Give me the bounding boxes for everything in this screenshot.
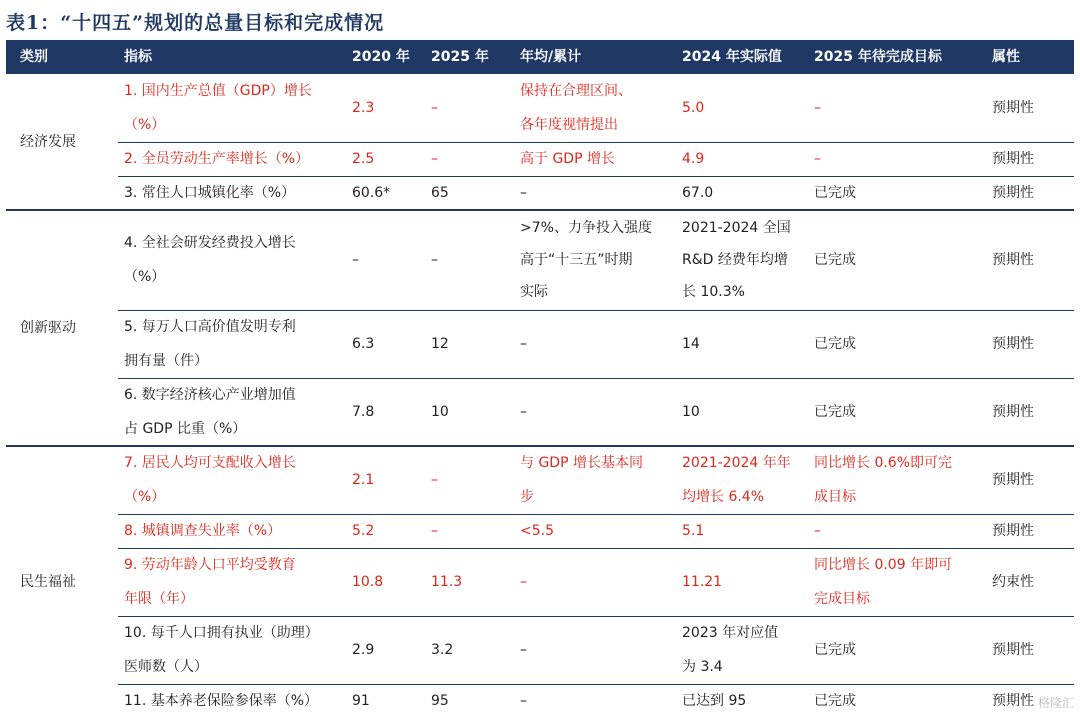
- attribute-cell: 预期性: [992, 151, 1034, 167]
- table-row: [6, 176, 1074, 210]
- attribute-cell: 预期性: [992, 693, 1034, 709]
- attribute-cell: 预期性: [992, 404, 1034, 420]
- indicator-cell: 6. 数字经济核心产业增加值 占 GDP 比重（%）: [124, 387, 296, 437]
- target-2025-cell: 同比增长 0.6%即可完 成目标: [814, 455, 953, 505]
- header-category: 类别: [20, 49, 48, 65]
- indicator-cell: 9. 劳动年龄人口平均受教育 年限（年）: [124, 557, 296, 607]
- table-row: [6, 548, 1074, 616]
- value-2025-cell: –: [431, 252, 438, 268]
- target-2025-cell: 同比增长 0.09 年即可 完成目标: [814, 557, 953, 607]
- table-row: [6, 210, 1074, 310]
- average-cell: <5.5: [520, 523, 554, 539]
- table-row: [6, 142, 1074, 176]
- value-2025-cell: 95: [431, 693, 449, 709]
- target-2025-cell: –: [814, 151, 821, 167]
- actual-2024-cell: 10: [682, 404, 700, 420]
- actual-2024-cell: 5.1: [682, 523, 705, 539]
- target-2025-cell: –: [814, 100, 821, 116]
- average-cell: –: [520, 404, 527, 420]
- table-body: [6, 74, 1074, 717]
- attribute-cell: 预期性: [992, 472, 1034, 488]
- actual-2024-cell: 5.0: [682, 100, 705, 116]
- target-2025-cell: 已完成: [814, 252, 856, 268]
- actual-2024-cell: 11.21: [682, 574, 723, 590]
- value-2020-cell: 7.8: [352, 404, 375, 420]
- indicator-cell: 7. 居民人均可支配收入增长 （%）: [124, 455, 296, 505]
- average-cell: –: [520, 185, 527, 201]
- attribute-cell: 预期性: [992, 252, 1034, 268]
- average-cell: 保持在合理区间、 各年度视情提出: [520, 83, 632, 133]
- value-2025-cell: 10: [431, 404, 449, 420]
- attribute-cell: 预期性: [992, 185, 1034, 201]
- watermark: 格隆汇: [1037, 696, 1074, 710]
- table-row: [6, 74, 1074, 142]
- actual-2024-cell: 4.9: [682, 151, 705, 167]
- header-actual-2024: 2024 年实际值: [682, 49, 782, 65]
- target-2025-cell: 已完成: [814, 336, 856, 352]
- indicator-cell: 5. 每万人口高价值发明专利 拥有量（件）: [124, 319, 296, 369]
- value-2020-cell: 2.1: [352, 472, 375, 488]
- header-2020: 2020 年: [352, 49, 410, 65]
- attribute-cell: 预期性: [992, 100, 1034, 116]
- attribute-cell: 预期性: [992, 642, 1034, 658]
- header-target-2025: 2025 年待完成目标: [814, 49, 942, 65]
- table-row: [6, 446, 1074, 514]
- indicator-cell: 10. 每千人口拥有执业（助理） 医师数（人）: [124, 625, 319, 675]
- value-2020-cell: 2.9: [352, 642, 375, 658]
- target-2025-cell: 已完成: [814, 404, 856, 420]
- target-2025-cell: –: [814, 523, 821, 539]
- value-2020-cell: 5.2: [352, 523, 375, 539]
- indicator-cell: 3. 常住人口城镇化率（%）: [124, 185, 296, 201]
- value-2025-cell: 11.3: [431, 574, 463, 590]
- value-2020-cell: 6.3: [352, 336, 375, 352]
- indicator-cell: 1. 国内生产总值（GDP）增长 （%）: [124, 83, 312, 133]
- target-2025-cell: 已完成: [814, 693, 856, 709]
- table-row: [6, 310, 1074, 378]
- average-cell: –: [520, 642, 527, 658]
- value-2025-cell: 3.2: [431, 642, 454, 658]
- average-cell: 高于 GDP 增长: [520, 151, 615, 167]
- category-label: 创新驱动: [20, 320, 76, 336]
- value-2020-cell: 91: [352, 693, 370, 709]
- actual-2024-cell: 已达到 95: [682, 693, 747, 709]
- indicator-cell: 4. 全社会研发经费投入增长 （%）: [124, 235, 296, 285]
- average-cell: –: [520, 574, 527, 590]
- table-header: [6, 40, 1074, 74]
- average-cell: –: [520, 336, 527, 352]
- target-2025-cell: 已完成: [814, 642, 856, 658]
- value-2025-cell: –: [431, 100, 438, 116]
- actual-2024-cell: 67.0: [682, 185, 714, 201]
- target-2025-cell: 已完成: [814, 185, 856, 201]
- value-2025-cell: 65: [431, 185, 449, 201]
- value-2020-cell: 2.5: [352, 151, 375, 167]
- average-cell: –: [520, 693, 527, 709]
- table-row: [6, 514, 1074, 548]
- actual-2024-cell: 14: [682, 336, 700, 352]
- value-2020-cell: 2.3: [352, 100, 375, 116]
- category-label: 经济发展: [20, 134, 76, 150]
- value-2020-cell: –: [352, 252, 359, 268]
- table-title: 表1：“十四五”规划的总量目标和完成情况: [6, 12, 385, 34]
- category-label: 民生福祉: [20, 574, 76, 590]
- header-attribute: 属性: [992, 49, 1020, 65]
- attribute-cell: 预期性: [992, 523, 1034, 539]
- indicator-cell: 8. 城镇调查失业率（%）: [124, 523, 282, 539]
- average-cell: 与 GDP 增长基本同 步: [520, 455, 643, 505]
- value-2025-cell: –: [431, 523, 438, 539]
- actual-2024-cell: 2023 年对应值 为 3.4: [682, 625, 779, 675]
- actual-2024-cell: 2021-2024 全国 R&D 经费年均增 长 10.3%: [682, 220, 791, 300]
- value-2020-cell: 10.8: [352, 574, 384, 590]
- actual-2024-cell: 2021-2024 年年 均增长 6.4%: [682, 455, 791, 505]
- table-row: [6, 684, 1074, 718]
- indicator-cell: 2. 全员劳动生产率增长（%）: [124, 151, 310, 167]
- indicator-cell: 11. 基本养老保险参保率（%）: [124, 693, 319, 709]
- value-2025-cell: –: [431, 472, 438, 488]
- header-2025: 2025 年: [431, 49, 489, 65]
- attribute-cell: 预期性: [992, 336, 1034, 352]
- header-average: 年均/累计: [520, 49, 582, 65]
- table-row: [6, 616, 1074, 684]
- table-row: [6, 378, 1074, 446]
- attribute-cell: 约束性: [992, 574, 1034, 590]
- value-2025-cell: 12: [431, 336, 449, 352]
- value-2025-cell: –: [431, 151, 438, 167]
- header-indicator: 指标: [124, 49, 152, 65]
- data-table: [6, 40, 1074, 717]
- value-2020-cell: 60.6*: [352, 185, 391, 201]
- average-cell: >7%、力争投入强度 高于“十三五”时期 实际: [520, 220, 652, 300]
